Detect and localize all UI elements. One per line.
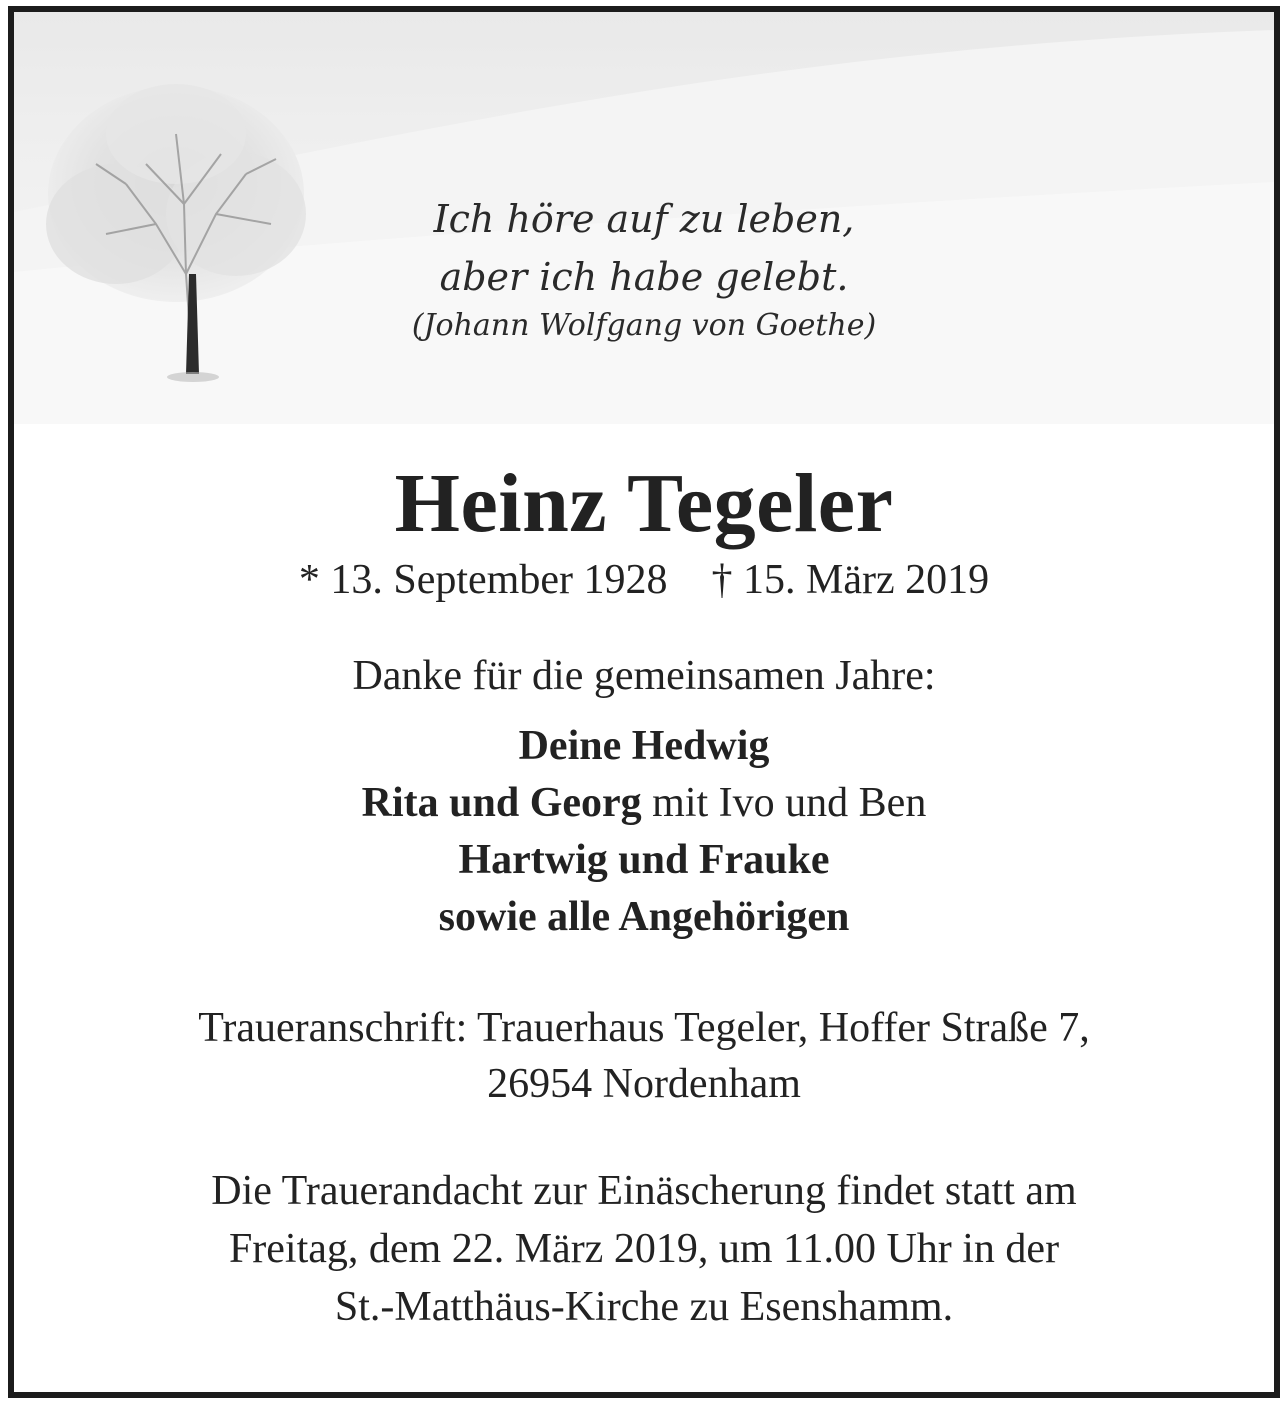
life-dates <box>14 554 1274 606</box>
mourner-line-4: sowie alle Angehörigen <box>438 894 850 940</box>
winter-landscape-image <box>14 12 1274 424</box>
thanks-line: Danke für die gemeinsamen Jahre: <box>352 653 936 699</box>
deceased-name: Heinz Tegeler <box>394 457 894 550</box>
service-line-1: Die Trauerandacht zur Einäscherung findet statt am <box>211 1168 1077 1214</box>
obituary-frame <box>8 6 1280 1398</box>
death-date: † 15. März 2019 <box>711 557 990 603</box>
goethe-quote <box>339 190 949 346</box>
service-details <box>14 1162 1274 1336</box>
mourner-line-3: Hartwig und Frauke <box>458 837 830 883</box>
service-line-3: St.-Matthäus-Kirche zu Esenshamm. <box>334 1284 954 1330</box>
mourner-line-2-rest: mit Ivo und Ben <box>641 780 927 826</box>
address-line-2: 26954 Nordenham <box>487 1061 801 1107</box>
mourners-list <box>14 718 1274 946</box>
mourner-line-1: Deine Hedwig <box>518 723 770 769</box>
obituary-body <box>14 424 1274 1336</box>
birth-date: * 13. September 1928 <box>298 557 668 603</box>
snow-tree-icon <box>36 74 316 394</box>
service-line-2: Freitag, dem 22. März 2019, um 11.00 Uhr in der <box>228 1226 1060 1272</box>
quote-line-2: aber ich habe gelebt. <box>439 255 849 299</box>
quote-author: (Johann Wolfgang von Goethe) <box>411 308 877 343</box>
address-line-1: Traueranschrift: Trauerhaus Tegeler, Hoffer Straße 7, <box>198 1005 1090 1051</box>
mourning-address <box>14 1000 1274 1112</box>
mourner-line-2-names: Rita und Georg <box>361 780 642 826</box>
quote-line-1: Ich höre auf zu leben, <box>433 197 855 241</box>
